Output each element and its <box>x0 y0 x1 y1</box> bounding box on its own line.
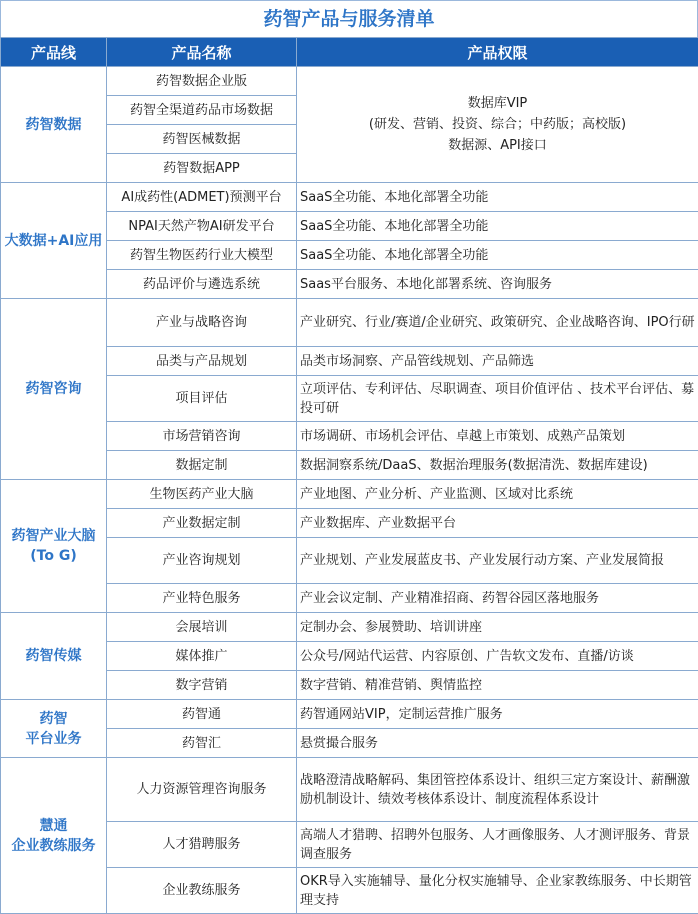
product-name-cell: 药智生物医药行业大模型 <box>107 241 297 270</box>
product-line-cell <box>1 700 107 758</box>
product-rights-cell: 立项评估、专利评估、尽职调查、项目价值评估 、技术平台评估、募投可研 <box>297 376 698 422</box>
product-rights-cell: 市场调研、市场机会评估、卓越上市策划、成熟产品策划 <box>297 422 698 451</box>
product-rights-cell: SaaS全功能、本地化部署全功能 <box>297 212 698 241</box>
table-row <box>1 480 698 509</box>
product-name-cell: 药智汇 <box>107 729 297 758</box>
header-product-rights: 产品权限 <box>297 38 698 67</box>
product-rights-cell <box>297 67 698 183</box>
rights-line: 数据源、API接口 <box>300 135 695 156</box>
product-name-cell: NPAI天然产物AI研发平台 <box>107 212 297 241</box>
product-name-cell: 品类与产品规划 <box>107 347 297 376</box>
table-row <box>1 299 698 347</box>
product-name-cell: 产业数据定制 <box>107 509 297 538</box>
table-row <box>1 67 698 96</box>
product-table <box>0 37 698 914</box>
product-line-text: 药智产业大脑 <box>4 526 103 546</box>
product-name-cell: 人力资源管理咨询服务 <box>107 758 297 822</box>
product-rights-cell: 悬赏撮合服务 <box>297 729 698 758</box>
product-rights-cell: OKR导入实施辅导、量化分权实施辅导、企业家教练服务、中长期管理支持 <box>297 868 698 914</box>
product-name-cell: 项目评估 <box>107 376 297 422</box>
product-name-cell: 会展培训 <box>107 613 297 642</box>
table-row <box>1 758 698 822</box>
product-rights-cell: 定制办会、参展赞助、培训讲座 <box>297 613 698 642</box>
product-rights-cell: 公众号/网站代运营、内容原创、广告软文发布、直播/访谈 <box>297 642 698 671</box>
product-rights-cell: 战略澄清战略解码、集团管控体系设计、组织三定方案设计、薪酬激励机制设计、绩效考核体系设计、制度流程体系设计 <box>297 758 698 822</box>
product-rights-cell: 数字营销、精准营销、舆情监控 <box>297 671 698 700</box>
product-rights-cell: Saas平台服务、本地化部署系统、咨询服务 <box>297 270 698 299</box>
rights-line: 数据库VIP <box>300 93 695 114</box>
table-header-row <box>1 38 698 67</box>
product-line-subtext: 企业教练服务 <box>4 836 103 856</box>
product-rights-cell: 品类市场洞察、产品管线规划、产品筛选 <box>297 347 698 376</box>
product-rights-cell: 产业地图、产业分析、产业监测、区域对比系统 <box>297 480 698 509</box>
header-product-name: 产品名称 <box>107 38 297 67</box>
product-line-text: 药智 <box>4 709 103 729</box>
header-product-line: 产品线 <box>1 38 107 67</box>
table-row <box>1 700 698 729</box>
product-name-cell: 产业与战略咨询 <box>107 299 297 347</box>
product-name-cell: 企业教练服务 <box>107 868 297 914</box>
product-rights-cell: SaaS全功能、本地化部署全功能 <box>297 183 698 212</box>
product-name-cell: 数据定制 <box>107 451 297 480</box>
product-line-subtext: (To G) <box>4 546 103 566</box>
product-line-cell: 大数据+AI应用 <box>1 183 107 299</box>
product-name-cell: 市场营销咨询 <box>107 422 297 451</box>
product-name-cell: 药智数据APP <box>107 154 297 183</box>
product-name-cell: 药智通 <box>107 700 297 729</box>
product-name-cell: 生物医药产业大脑 <box>107 480 297 509</box>
product-line-text: 慧通 <box>4 816 103 836</box>
product-rights-cell: 产业研究、行业/赛道/企业研究、政策研究、企业战略咨询、IPO行研 <box>297 299 698 347</box>
product-line-cell: 药智传媒 <box>1 613 107 700</box>
product-rights-cell: 高端人才猎聘、招聘外包服务、人才画像服务、人才测评服务、背景调查服务 <box>297 822 698 868</box>
product-name-cell: 数字营销 <box>107 671 297 700</box>
product-line-cell <box>1 758 107 914</box>
product-name-cell: 药智医械数据 <box>107 125 297 154</box>
page-title: 药智产品与服务清单 <box>0 0 698 37</box>
product-rights-cell: 产业会议定制、产业精准招商、药智谷园区落地服务 <box>297 584 698 613</box>
product-name-cell: 产业咨询规划 <box>107 538 297 584</box>
product-rights-cell: 数据洞察系统/DaaS、数据治理服务(数据清洗、数据库建设) <box>297 451 698 480</box>
product-name-cell: 药智全渠道药品市场数据 <box>107 96 297 125</box>
product-line-cell <box>1 480 107 613</box>
product-name-cell: 产业特色服务 <box>107 584 297 613</box>
product-name-cell: 人才猎聘服务 <box>107 822 297 868</box>
product-name-cell: AI成药性(ADMET)预测平台 <box>107 183 297 212</box>
table-row <box>1 183 698 212</box>
product-line-cell: 药智咨询 <box>1 299 107 480</box>
rights-line: (研发、营销、投资、综合；中药版；高校版) <box>300 114 695 135</box>
product-rights-cell: 产业规划、产业发展蓝皮书、产业发展行动方案、产业发展简报 <box>297 538 698 584</box>
product-name-cell: 媒体推广 <box>107 642 297 671</box>
table-row <box>1 613 698 642</box>
product-rights-cell: 药智通网站VIP，定制运营推广服务 <box>297 700 698 729</box>
product-rights-cell: 产业数据库、产业数据平台 <box>297 509 698 538</box>
product-line-cell: 药智数据 <box>1 67 107 183</box>
product-rights-cell: SaaS全功能、本地化部署全功能 <box>297 241 698 270</box>
product-line-subtext: 平台业务 <box>4 729 103 749</box>
product-name-cell: 药智数据企业版 <box>107 67 297 96</box>
product-name-cell: 药品评价与遴选系统 <box>107 270 297 299</box>
